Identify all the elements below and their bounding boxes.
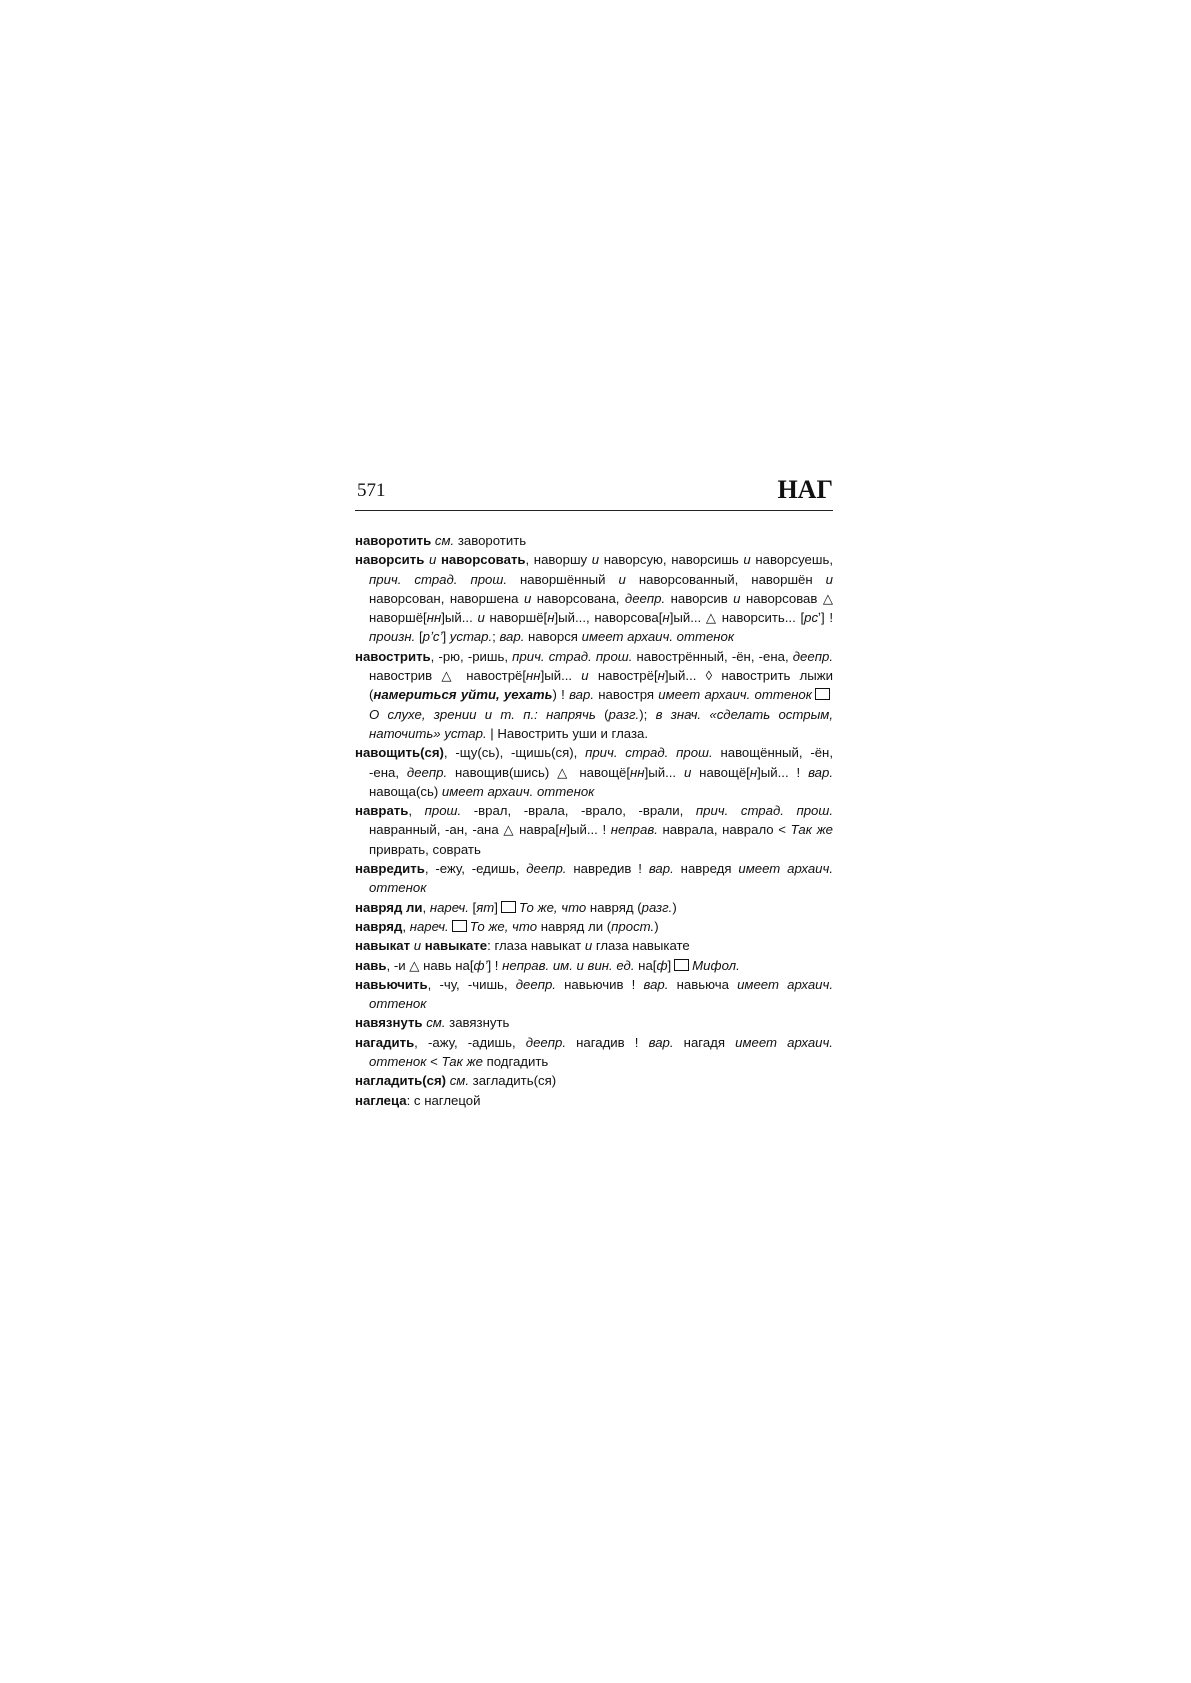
- dictionary-entry: [355, 956, 833, 975]
- entry-text: и: [825, 571, 833, 587]
- entry-text: (: [595, 706, 609, 722]
- entry-text: наворсуешь,: [750, 552, 834, 568]
- entry-text: ): [672, 899, 677, 915]
- entry-text: прост.: [611, 918, 655, 934]
- entry-text: : глаза навыкат: [487, 938, 585, 954]
- entry-text: имеет архаич. оттенок: [441, 783, 595, 799]
- dictionary-entry: [355, 1033, 833, 1072]
- entry-text: фʼ: [473, 957, 488, 973]
- entry-text: навострё[: [588, 668, 658, 684]
- dictionary-entry: [355, 1091, 833, 1110]
- dictionary-entry: [355, 801, 833, 859]
- entry-text: навьючив !: [555, 976, 644, 992]
- dictionary-entry: [355, 917, 833, 936]
- entry-text: прич. страд. прош.: [585, 745, 713, 761]
- entry-text: наворсована,: [531, 590, 625, 606]
- entry-text: намериться уйти, уехать: [373, 687, 553, 703]
- entry-text: разг.: [641, 899, 673, 915]
- entry-text: ]: [494, 899, 498, 915]
- entry-text: деепр.: [525, 1034, 566, 1050]
- dictionary-entry: [355, 550, 833, 646]
- entry-text: ]ый... ◊ навострить лыжи (: [369, 668, 833, 703]
- entry-text: вар.: [648, 861, 674, 877]
- entry-text: загладить(ся): [469, 1073, 557, 1089]
- entry-text: навредя: [673, 861, 739, 877]
- entry-text: );: [639, 706, 656, 722]
- entry-text: навоща(сь): [369, 783, 442, 799]
- entry-text: вар.: [808, 764, 833, 780]
- entry-text: навостря: [594, 687, 659, 703]
- entry-text: , -ежу, -едишь,: [424, 861, 527, 877]
- entry-text: ]ый...: [441, 610, 478, 626]
- entry-text: Мифол.: [692, 957, 740, 973]
- entry-text: и: [618, 571, 626, 587]
- entry-text: наврала, наврало <: [657, 822, 791, 838]
- dictionary-entry: [355, 531, 833, 550]
- entry-text: н: [749, 764, 758, 780]
- entry-text: ʼ] !: [818, 610, 833, 626]
- entry-text: глаза навыкате: [592, 938, 690, 954]
- entry-text: ]ый..., наворсова[: [554, 610, 663, 626]
- entry-text: ]: [667, 957, 672, 973]
- dictionary-entry: [355, 975, 833, 1014]
- definition-box-icon: [815, 688, 830, 700]
- entry-text: ]ый... !: [757, 764, 809, 780]
- entry-text: наворсовав △ наворшё[: [369, 590, 833, 626]
- headword: навь: [355, 957, 387, 973]
- entry-text: навострив △ навострё[: [369, 668, 527, 684]
- entry-text: ] !: [487, 957, 503, 973]
- headword: навыкате: [424, 938, 488, 954]
- entry-text: и: [581, 668, 589, 684]
- dictionary-entry: [355, 936, 833, 955]
- entry-text: навряд ли (: [537, 918, 612, 934]
- entry-text: , -чу, -чишь,: [427, 976, 516, 992]
- headword: навьючить: [355, 976, 428, 992]
- headword: навыкат: [355, 938, 411, 954]
- entry-text: ят: [476, 899, 495, 915]
- entry-text: наворсив: [665, 590, 734, 606]
- entry-text: ,: [402, 918, 410, 934]
- entry-text: имеет архаич. оттенок: [658, 687, 812, 703]
- entry-text: н: [559, 822, 567, 838]
- entry-text: [: [415, 629, 423, 645]
- entry-text: -врал, -врала, -врало, -врали,: [461, 803, 696, 819]
- entry-text: То же, что: [469, 918, 538, 934]
- entry-text: подгадить: [482, 1054, 549, 1070]
- entry-text: неправ. им. и вин. ед.: [502, 957, 635, 973]
- entry-text: см.: [449, 1073, 470, 1089]
- entry-text: н: [662, 610, 670, 626]
- page-number: 571: [357, 480, 386, 501]
- entry-text: рс: [804, 610, 819, 626]
- entry-text: произн.: [369, 629, 416, 645]
- headword: наворотить: [355, 533, 432, 548]
- entry-text: Так же: [790, 822, 834, 838]
- entry-text: наворсую, наворсишь: [599, 552, 744, 568]
- entry-text: разг.: [608, 706, 640, 722]
- entry-text: ]ый... △ наворсить... [: [669, 610, 805, 626]
- entry-text: прич. страд. прош.: [695, 803, 834, 819]
- entry-text: ф: [656, 957, 668, 973]
- entry-text: , -ажу, -адишь,: [414, 1034, 526, 1050]
- entry-text: навощё[: [691, 764, 750, 780]
- entry-text: нареч.: [429, 899, 469, 915]
- entry-text: деепр.: [515, 976, 556, 992]
- headword: навязнуть: [355, 1015, 423, 1031]
- entry-text: деепр.: [406, 764, 448, 780]
- entry-text: н: [547, 610, 555, 626]
- entry-text: на[: [634, 957, 657, 973]
- dictionary-entry: [355, 647, 833, 743]
- entry-text: имеет архаич. оттенок: [369, 976, 833, 1012]
- entry-text: завязнуть: [445, 1015, 510, 1031]
- entry-text: ;: [492, 629, 500, 645]
- entry-text: | Навострить уши и глаза.: [486, 725, 649, 741]
- entry-text: и: [523, 590, 532, 606]
- entry-text: наворшённый: [507, 571, 619, 587]
- headword: нагадить: [355, 1034, 415, 1050]
- entry-text: см.: [426, 1015, 446, 1031]
- entry-text: навострённый, -ён, -ена,: [632, 648, 793, 664]
- entry-text: вар.: [569, 687, 594, 703]
- entry-text: наворсован, наворшена: [369, 590, 524, 606]
- entry-text: устар.: [449, 629, 493, 645]
- entry-text: н: [657, 668, 665, 684]
- entry-text: и: [584, 938, 593, 954]
- definition-box-icon: [501, 901, 516, 913]
- entry-text: нареч.: [409, 918, 449, 934]
- entry-text: ,: [408, 803, 425, 819]
- headword: нагладить(ся): [355, 1073, 447, 1089]
- entry-text: ]ый... !: [566, 822, 611, 838]
- entry-text: О слухе, зрении и т. п.: напрячь: [369, 706, 596, 722]
- entry-text: и: [410, 938, 425, 954]
- entry-text: ): [654, 918, 659, 934]
- dictionary-page: [355, 476, 833, 1110]
- definition-box-icon: [452, 920, 467, 932]
- dictionary-entry: [355, 859, 833, 898]
- entry-text: неправ.: [610, 822, 658, 838]
- entry-text: вар.: [643, 976, 669, 992]
- entry-text: и: [683, 764, 692, 780]
- entry-text: в знач. «сделать острым, наточить» устар.: [369, 706, 833, 741]
- entry-text: , -и △ навь на[: [386, 957, 474, 973]
- entry-text: навредив !: [566, 861, 649, 877]
- entry-text: ]ый...: [540, 668, 582, 684]
- entry-text: рʼсʼ: [422, 629, 443, 645]
- entry-text: деепр.: [526, 861, 567, 877]
- entry-text: Так же: [441, 1054, 483, 1070]
- entry-text: и: [424, 552, 441, 568]
- entry-text: , -щу(сь), -щишь(ся),: [443, 745, 586, 761]
- entry-text: и: [743, 552, 751, 568]
- entry-text: , наворшу: [525, 552, 592, 568]
- entry-text: имеет архаич. оттенок: [369, 1034, 833, 1070]
- entry-text: имеет архаич. оттенок: [581, 629, 735, 645]
- headword: навряд: [355, 918, 403, 934]
- entry-text: навранный, -ан, -ана △ навра[: [369, 822, 560, 838]
- entry-text: ]ый...: [644, 764, 684, 780]
- entry-text: ]: [442, 629, 450, 645]
- entry-text: навряд (: [586, 899, 642, 915]
- entry-text: приврать, соврать: [369, 841, 481, 857]
- headword: навредить: [355, 861, 425, 877]
- entry-text: нн: [630, 764, 645, 780]
- entry-text: То же, что: [518, 899, 587, 915]
- headword: навострить: [355, 648, 431, 664]
- entry-text: ,: [422, 899, 430, 915]
- headword: наглеца: [355, 1092, 407, 1108]
- guide-word: НАГ: [777, 475, 833, 504]
- entry-text: , -рю, -ришь,: [430, 648, 513, 664]
- entry-text: см.: [434, 533, 455, 548]
- entry-text: навьюча: [668, 976, 738, 992]
- headword: наврать: [355, 803, 409, 819]
- dictionary-entry: [355, 898, 833, 917]
- entry-text: деепр.: [792, 648, 833, 664]
- dictionary-entry: [355, 743, 833, 801]
- entry-text: нн: [426, 610, 442, 626]
- entry-text: наворшё[: [484, 610, 548, 626]
- entry-text: заворотить: [454, 533, 527, 548]
- entry-text: вар.: [648, 1034, 674, 1050]
- entry-text: наворсованный, наворшён: [625, 571, 826, 587]
- entry-text: и: [591, 552, 600, 568]
- entry-text: прич. страд. прош.: [369, 571, 508, 587]
- headword: наворсить: [355, 552, 425, 568]
- entry-text: имеет архаич. оттенок: [369, 861, 833, 896]
- entry-text: прич. страд. прош.: [512, 648, 633, 664]
- entry-text: [: [468, 899, 477, 915]
- dictionary-entry: [355, 1071, 833, 1090]
- headword: навощить(ся): [355, 745, 444, 761]
- entry-text: деепр.: [624, 590, 666, 606]
- headword: навряд ли: [355, 899, 423, 915]
- entry-text: навощённый, -ён, -ена,: [369, 745, 833, 780]
- entry-text: навощив(шись) △ навощё[: [447, 764, 631, 780]
- entry-text: <: [426, 1054, 442, 1070]
- headword: наворсовать: [440, 552, 526, 568]
- entry-text: и: [477, 610, 485, 626]
- entry-list: [355, 531, 833, 1110]
- entry-text: нагадив !: [566, 1034, 649, 1050]
- entry-text: наворся: [524, 629, 582, 645]
- dictionary-entry: [355, 1013, 833, 1032]
- definition-box-icon: [674, 959, 689, 971]
- entry-text: вар.: [499, 629, 525, 645]
- running-head: [355, 476, 833, 511]
- entry-text: ) !: [552, 687, 570, 703]
- entry-text: и: [733, 590, 741, 606]
- entry-text: нагадя: [673, 1034, 736, 1050]
- entry-text: : с наглецой: [406, 1092, 481, 1108]
- entry-text: прош.: [424, 803, 462, 819]
- entry-text: нн: [526, 668, 541, 684]
